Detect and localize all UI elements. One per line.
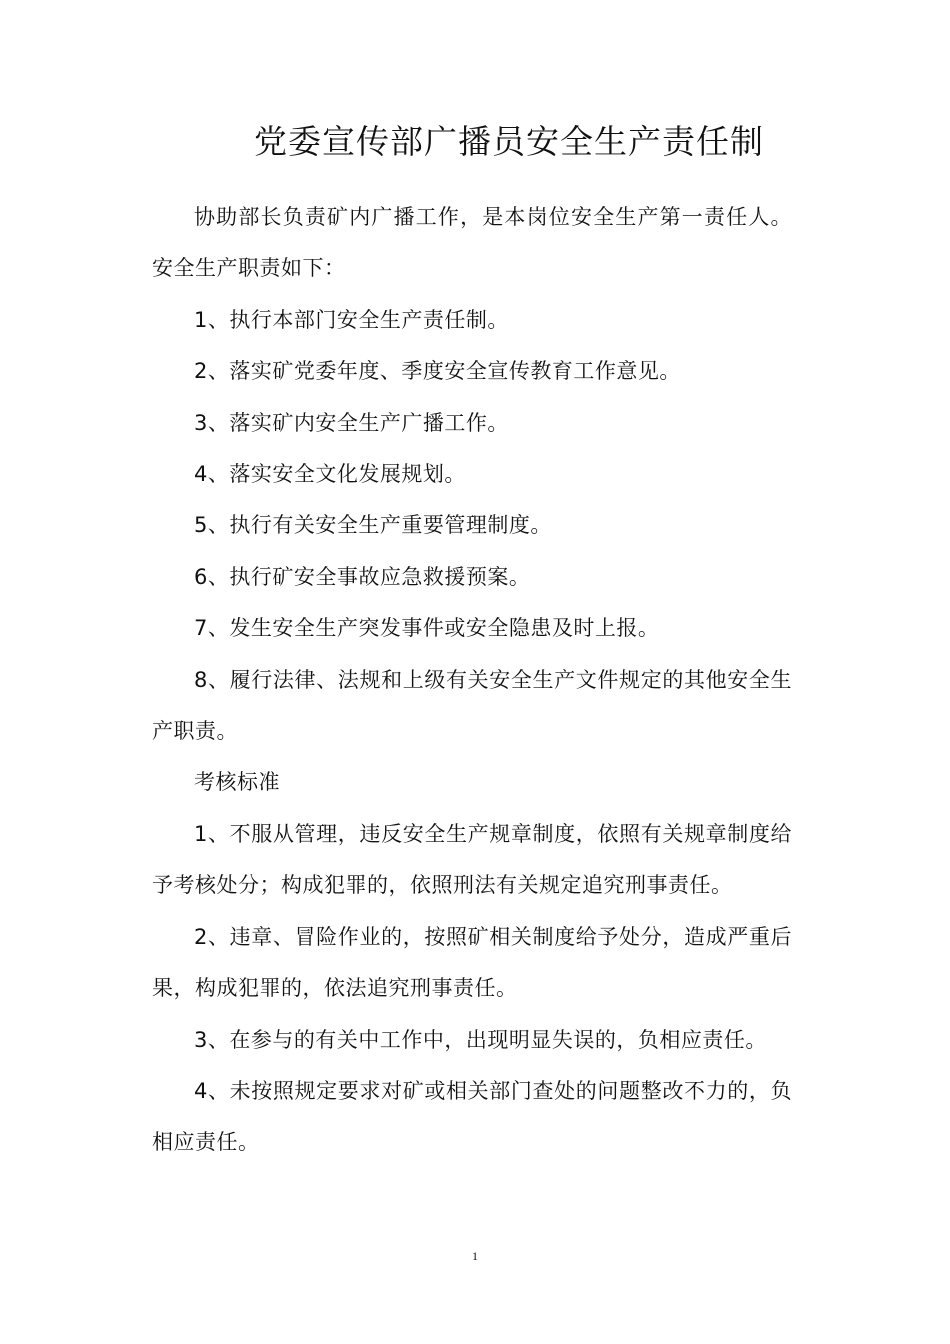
paragraph-duty-3: 3、落实矿内安全生产广播工作。 [194,410,509,435]
paragraph-duty-6: 6、执行矿安全事故应急救援预案。 [194,564,531,589]
paragraph-assessment-2: 2、违章、冒险作业的，按照矿相关制度给予处分，造成严重后果，构成犯罪的，依法追究刑事责任。 [152,924,792,1001]
paragraph-duty-8: 8、履行法律、法规和上级有关安全生产文件规定的其他安全生产职责。 [152,667,792,744]
paragraph-duty-1: 1、执行本部门安全生产责任制。 [194,307,509,332]
page-number: 1 [472,1249,478,1263]
paragraph-assessment-4: 4、未按照规定要求对矿或相关部门查处的问题整改不力的，负相应责任。 [152,1078,792,1155]
paragraph-duty-2: 2、落实矿党委年度、季度安全宣传教育工作意见。 [194,359,681,384]
paragraph-duty-4: 4、落实安全文化发展规划。 [194,462,466,487]
paragraph-assessment-1: 1、不服从管理，违反安全生产规章制度，依照有关规章制度给予考核处分；构成犯罪的，依照刑法有关规定追究刑事责任。 [152,821,792,898]
document-title: 党委宣传部广播员安全生产责任制 [254,122,764,161]
paragraph-assessment-3: 3、在参与的有关中工作中，出现明显失误的，负相应责任。 [194,1027,767,1052]
paragraph-duty-5: 5、执行有关安全生产重要管理制度。 [194,513,552,538]
section-heading-assessment: 考核标准 [194,770,280,795]
paragraph-duty-7: 7、发生安全生产突发事件或安全隐患及时上报。 [194,616,660,641]
paragraph-intro: 协助部长负责矿内广播工作，是本岗位安全生产第一责任人。安全生产职责如下： [152,205,792,281]
document-body [152,192,792,1169]
